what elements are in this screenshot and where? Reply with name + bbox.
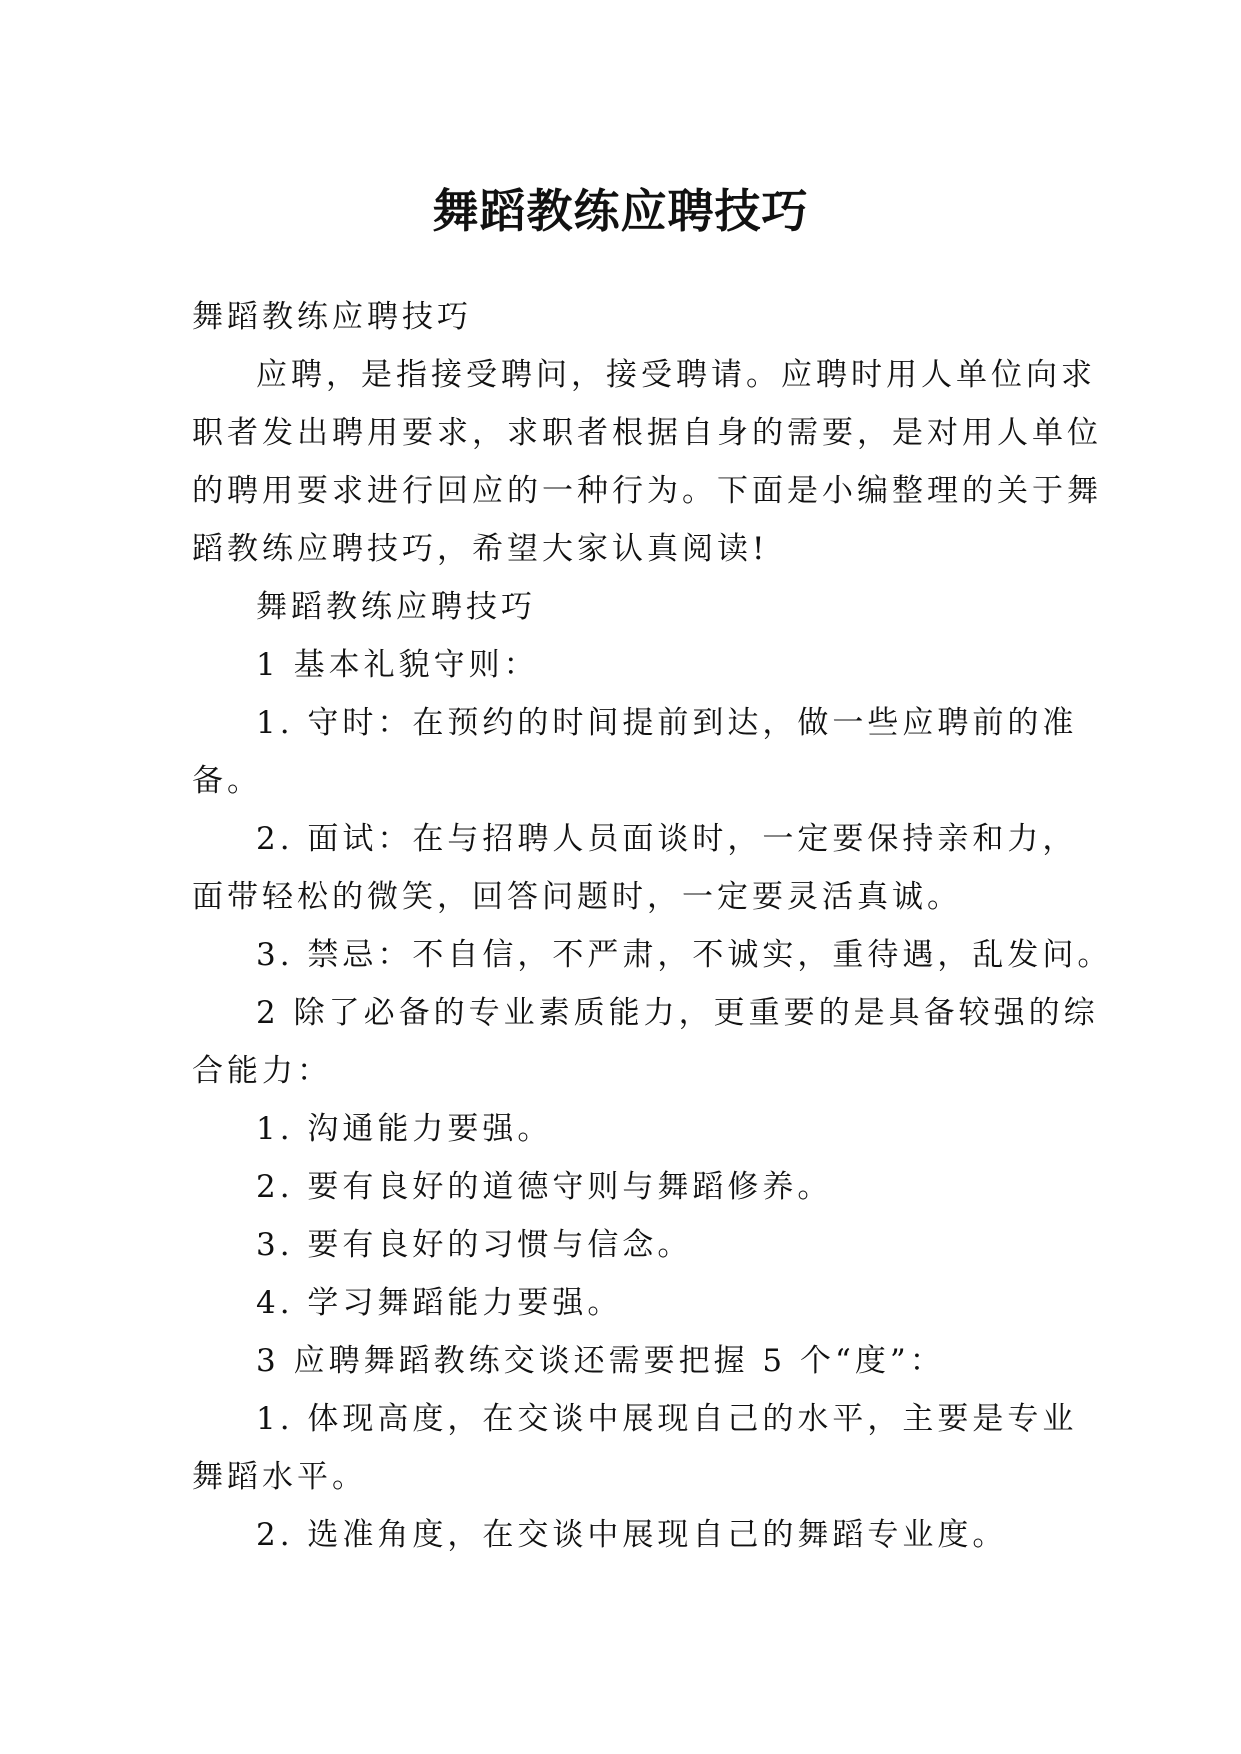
body-line: 合能力：: [192, 1053, 332, 1089]
body-line: 2. 面试：在与招聘人员面谈时，一定要保持亲和力，: [256, 821, 1078, 857]
document-title: 舞蹈教练应聘技巧: [432, 183, 809, 238]
body-line: 4. 学习舞蹈能力要强。: [256, 1285, 623, 1321]
body-line: 的聘用要求进行回应的一种行为。下面是小编整理的关于舞: [192, 473, 1102, 509]
body-line: 3. 要有良好的习惯与信念。: [256, 1227, 693, 1263]
document-body: [192, 288, 1113, 1564]
body-line: 舞蹈水平。: [192, 1459, 367, 1495]
body-line: 3 应聘舞蹈教练交谈还需要把握 5 个“度”：: [256, 1343, 945, 1379]
body-line: 2. 要有良好的道德守则与舞蹈修养。: [256, 1169, 833, 1205]
body-line: 职者发出聘用要求，求职者根据自身的需要，是对用人单位: [192, 415, 1102, 451]
body-line: 舞蹈教练应聘技巧: [256, 589, 536, 625]
body-line: 1. 体现高度，在交谈中展现自己的水平，主要是专业: [256, 1401, 1078, 1437]
body-line: 1 基本礼貌守则：: [256, 647, 539, 683]
body-line: 2 除了必备的专业素质能力，更重要的是具备较强的综: [256, 995, 1099, 1031]
body-line: 面带轻松的微笑，回答问题时，一定要灵活真诚。: [192, 879, 962, 915]
body-line: 备。: [192, 763, 262, 799]
body-line: 1. 守时：在预约的时间提前到达，做一些应聘前的准: [256, 705, 1078, 741]
body-line: 应聘，是指接受聘问，接受聘请。应聘时用人单位向求: [256, 357, 1096, 393]
body-line: 蹈教练应聘技巧，希望大家认真阅读!: [192, 531, 769, 567]
body-line: 舞蹈教练应聘技巧: [192, 299, 472, 335]
body-line: 3. 禁忌：不自信，不严肃，不诚实，重待遇，乱发问。: [256, 937, 1113, 973]
body-line: 2. 选准角度，在交谈中展现自己的舞蹈专业度。: [256, 1517, 1008, 1553]
body-line: 1. 沟通能力要强。: [256, 1111, 553, 1147]
